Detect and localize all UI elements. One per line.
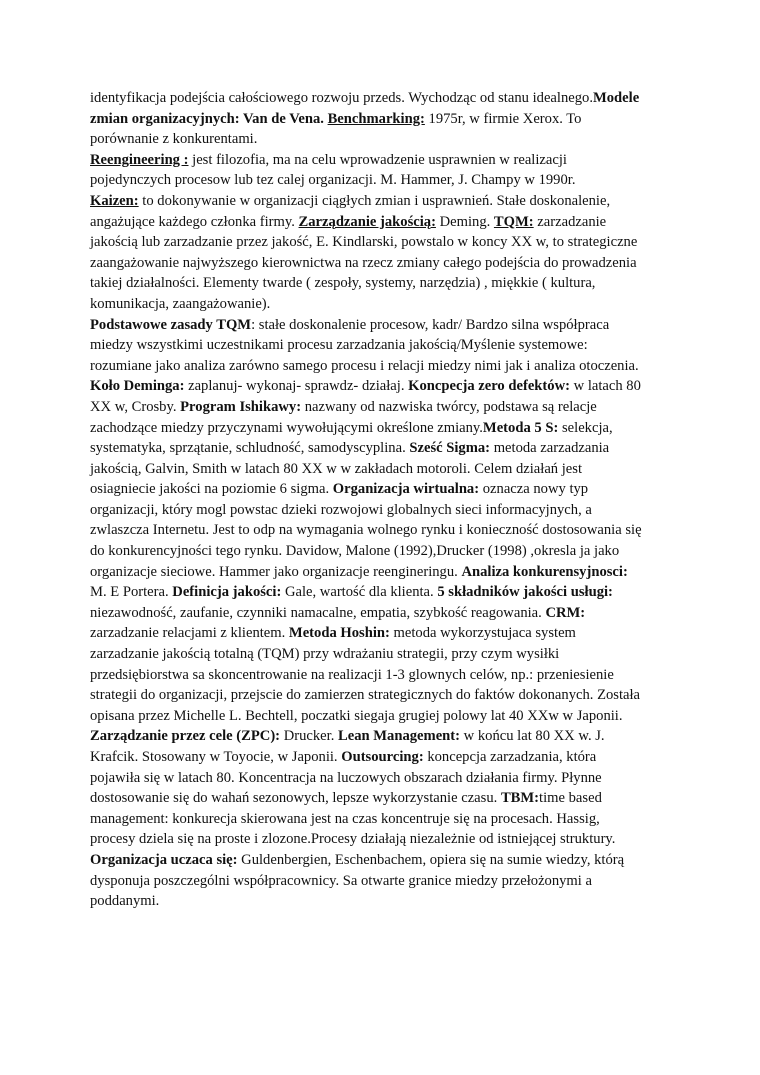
text-segment: to dokonywanie w organizacji ciągłych zmian i usprawnień. Stałe doskonalenie,: [138, 192, 611, 209]
term-heading: Outsourcing:: [341, 749, 424, 765]
text-line: [90, 88, 690, 109]
term-heading: Metoda Hoshin:: [288, 625, 390, 642]
text-line: [90, 644, 690, 665]
term-heading: Definicja jakości:: [172, 584, 282, 601]
text-segment: zarzadzanie: [533, 213, 607, 230]
term-heading: CRM:: [545, 604, 586, 621]
term-heading-underlined: TQM:: [493, 213, 534, 230]
text-line: [90, 562, 690, 583]
text-segment: oznacza nowy typ: [479, 481, 589, 498]
text-line: [90, 212, 690, 233]
term-heading: Podstawowe zasady TQM: [90, 316, 252, 333]
text-segment: do konkurencyjności tego rynku. Davidow, Malone (1992),Drucker (1998) ,okresla ja jako: [90, 543, 620, 560]
text-segment: strategii do organizacji, przejscie do zamierzen strategicznych do faktów dokonanych. Została: [90, 687, 641, 704]
text-segment: pojawiła się w latach 80. Koncentracja na luczowych obszarach działania firmy. Płynne: [90, 769, 602, 786]
text-line: [90, 871, 690, 892]
text-segment: przedsiębiorstwa sa skoncentrowanie na realizacji 1-3 glownych celów, np.: przeniesienie: [90, 666, 614, 683]
text-line: [90, 459, 690, 480]
text-segment: Drucker.: [280, 728, 338, 745]
text-segment: dostosowanie się do wahań sezonowych, lepsze wykorzystanie czasu.: [90, 790, 501, 807]
text-segment: metoda wykorzystujaca system: [389, 625, 576, 642]
term-heading: 5 składników jakości usługi:: [437, 584, 613, 601]
text-segment: zarzadzanie jakością totalną (TQM) przy wdrażaniu strategii, przy czym wysiłki: [90, 646, 560, 663]
text-line: [90, 891, 690, 912]
text-segment: organizacje sieciowe. Hammer jako organizacje reengineringu.: [90, 563, 462, 580]
text-line: [90, 253, 690, 274]
text-line: [90, 232, 690, 253]
term-heading: Lean Management:: [338, 728, 461, 745]
term-heading: Koncpecja zero defektów:: [408, 378, 570, 395]
text-segment: miedzy wszystkimi uczestnikami procesu zarzadzania jakością/Myślenie systemowe:: [90, 337, 588, 354]
term-heading: Sześć Sigma:: [409, 440, 491, 457]
text-line: [90, 273, 690, 294]
text-segment: zaangażowanie najwyższego kierownictwa na rzecz zmiany całego podejścia do prowadzenia: [90, 254, 637, 271]
text-line: [90, 356, 690, 377]
text-line: [90, 500, 690, 521]
text-line: [90, 397, 690, 418]
body-text: [90, 88, 690, 912]
term-heading-underlined: Zarządzanie jakością:: [298, 213, 436, 230]
term-heading: Analiza konkurensyjnosci:: [461, 563, 628, 580]
text-segment: metoda zarzadzania: [490, 440, 610, 457]
term-heading: Program Ishikawy:: [180, 398, 302, 415]
text-segment: zwlaszcza Internetu. Jest to odp na wymagania wolnego rynku i konieczność dostosowania się: [90, 522, 642, 539]
text-segment: 1975r, w firmie Xerox. To: [424, 110, 582, 127]
term-heading: Zarządzanie przez cele (ZPC):: [90, 728, 281, 745]
text-line: [90, 809, 690, 830]
text-segment: takiej działalności. Elementy twarde ( zespoły, systemy, narzędzia) , miękkie ( kultura,: [90, 275, 596, 292]
text-line: [90, 788, 690, 809]
text-segment: procesy dziela się na proste i zlozone.Procesy działają niezależnie od istniejącej struktury.: [90, 831, 616, 848]
text-segment: M. E Portera.: [90, 584, 173, 601]
text-segment: selekcja,: [558, 419, 613, 436]
text-line: [90, 170, 690, 191]
text-segment: zachodzące miedzy przyczynami wywołującymi określone zmiany.: [90, 419, 483, 436]
text-line: [90, 479, 690, 500]
text-line: [90, 685, 690, 706]
text-line: [90, 706, 690, 727]
text-segment: systematyka, sprzątanie, schludność, samodyscyplina.: [90, 440, 410, 457]
term-heading-underlined: Benchmarking:: [327, 110, 425, 127]
text-segment: pojedynczych procesow lub tez calej organizacji. M. Hammer, J. Champy w 1990r.: [90, 172, 576, 189]
text-line: [90, 726, 690, 747]
text-segment: w latach 80: [569, 378, 641, 395]
text-segment: management: konkurecja skierowana jest na czas koncentruje się na procesach. Hassig,: [90, 810, 600, 827]
text-segment: angażujące każdego członka firmy.: [90, 213, 299, 230]
text-line: [90, 335, 690, 356]
text-line: [90, 768, 690, 789]
term-heading: Organizacja uczaca się:: [90, 851, 238, 868]
text-line: [90, 665, 690, 686]
text-line: [90, 109, 690, 130]
text-segment: porównanie z konkurentami.: [90, 131, 258, 148]
text-line: [90, 438, 690, 459]
text-line: [90, 418, 690, 439]
text-segment: osiagniecie jakości na poziomie 6 sigma.: [90, 481, 333, 498]
text-line: [90, 603, 690, 624]
text-segment: koncepcja zarzadzania, która: [423, 749, 597, 765]
text-segment: jakością, Galvin, Smith w latach 80 XX w w zakładach motoroli. Celem działań jest: [90, 460, 583, 477]
text-line: [90, 315, 690, 336]
term-heading-underlined: Kaizen:: [90, 192, 139, 209]
text-segment: jest filozofia, ma na celu wprowadzenie usprawnien w realizacji: [188, 151, 567, 168]
text-segment: : stałe doskonalenie procesow, kadr/ Bardzo silna współpraca: [251, 316, 610, 333]
text-segment: opisana przez Michelle L. Bechtell, poczatki siegaja grugiej polowy lat 40 XXw w Japonii.: [90, 707, 623, 724]
term-heading: TBM:: [500, 790, 540, 807]
text-line: [90, 191, 690, 212]
text-segment: niezawodność, zaufanie, czynniki namacalne, empatia, szybkość reagowania.: [90, 604, 546, 621]
text-line: [90, 747, 690, 768]
text-line: [90, 850, 690, 871]
text-segment: XX w, Crosby.: [90, 398, 181, 415]
text-line: [90, 150, 690, 171]
term-heading: Koło Deminga:: [90, 378, 185, 395]
text-segment: time based: [539, 790, 602, 807]
text-line: [90, 294, 690, 315]
text-segment: zarzadzanie relacjami z klientem.: [90, 625, 289, 642]
text-segment: poddanymi.: [90, 893, 160, 910]
text-segment: dysponuja poszczególni współpracownicy. Sa otwarte granice miedzy przełożonymi a: [90, 872, 592, 889]
text-line: [90, 829, 690, 850]
text-segment: w końcu lat 80 XX w. J.: [460, 728, 605, 745]
text-line: [90, 129, 690, 150]
text-segment: rozumiane jako analiza zarówno samego procesu i relacji miedzy nimi jak i analiza otoczenia.: [90, 357, 639, 374]
text-line: [90, 582, 690, 603]
text-segment: Deming.: [435, 213, 494, 230]
text-segment: identyfikacja podejścia całościowego rozwoju przeds. Wychodząc od stanu idealnego.: [90, 90, 593, 106]
text-segment: Guldenbergien, Eschenbachem, opiera się na sumie wiedzy, którą: [237, 851, 625, 868]
term-heading-underlined: Reengineering :: [90, 151, 189, 168]
text-segment: zaplanuj- wykonaj- sprawdz- działaj.: [184, 378, 409, 395]
text-segment: organizacji, który mogl powstac dzieki rozwojowi globalnych sieci informacyjnych, a: [90, 501, 592, 518]
term-heading: zmian organizacyjnych: Van de Vena.: [90, 110, 328, 127]
text-segment: jakością lub zarzadzanie przez jakość, E. Kindlarski, powstalo w koncy XX w, to strategiczne: [90, 234, 638, 251]
term-heading: Modele: [592, 90, 640, 106]
text-line: [90, 623, 690, 644]
text-line: [90, 541, 690, 562]
term-heading: Metoda 5 S:: [482, 419, 559, 436]
text-segment: Krafcik. Stosowany w Toyocie, w Japonii.: [90, 749, 342, 765]
text-segment: Gale, wartość dla klienta.: [281, 584, 438, 601]
text-line: [90, 376, 690, 397]
text-segment: nazwany od nazwiska twórcy, podstawa są relacje: [301, 398, 597, 415]
text-segment: komunikacja, zaangażowanie).: [90, 295, 271, 312]
text-line: [90, 520, 690, 541]
term-heading: Organizacja wirtualna:: [332, 481, 480, 498]
